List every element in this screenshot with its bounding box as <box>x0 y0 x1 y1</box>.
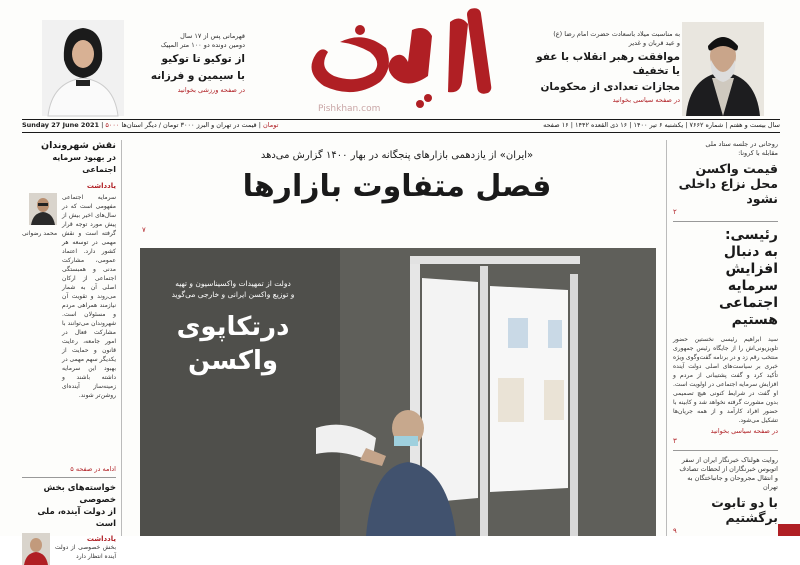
story-headline: از دولت آینده، ملی است <box>37 507 116 529</box>
author-photo <box>22 533 50 565</box>
divider <box>673 450 778 451</box>
iran-newspaper-logo <box>300 0 520 116</box>
story-ref: در صفحه سیاسی بخوانید <box>710 427 778 435</box>
center-column <box>132 140 662 536</box>
page-number: ۹ <box>673 527 677 535</box>
price-value: ۵۰۰۰ تومان <box>105 121 279 129</box>
photo-headline: واکسن <box>187 346 279 376</box>
story-kicker: اتوبوس خبرنگاران از لحظات تصادف <box>679 465 778 473</box>
story-headline: نقش شهروندان <box>41 140 116 151</box>
divider <box>673 221 778 222</box>
photo-kicker: و توزیع واکسن ایرانی و خارجی می‌گوید <box>171 290 295 299</box>
masthead-right-teaser[interactable] <box>530 30 680 104</box>
divider <box>22 477 116 478</box>
teaser-headline: موافقت رهبر انقلاب با عفو یا تخفیف <box>536 51 680 77</box>
issue-info: سال بیست و هفتم | شماره ۷۶۶۲ | یکشنبه ۶ تیر ۱۴۰۰ | ۱۶ ذی القعده ۱۴۴۲ | ۱۶ صفحه <box>543 121 780 129</box>
story-headline: سرمایه اجتماعی <box>719 278 778 311</box>
masthead-left-teaser[interactable] <box>127 32 245 94</box>
teaser-kicker: به مناسبت میلاد باسعادت حضرت امام رضا (ع) <box>553 30 680 38</box>
price-label: قیمت در تهران و البرز ۳۰۰۰ تومان / دیگر استان‌ها <box>121 121 257 129</box>
story-headline: برگشتیم <box>725 510 778 525</box>
page-number: ۲ <box>673 208 677 216</box>
story-body: سید ابراهیم رئیسی نخستین حضور تلویزیونی‌اش را از جایگاه رئیس جمهوری منتخب رقم زد و در برنامه گفت‌وگوی ویژه خبری بر سیاست‌های اصلی دولت آینده تأکید کرد و گفت پشتیبانی از مردم و افزایش سرمایه اجتماعی در اولویت است. او گفت در شرایط کنونی هیچ تصمیمی بدون مشورت گرفته نخواهد شد و کابینه با حضور افراد کارآمد و از همه جریان‌ها تشکیل می‌شود. <box>672 336 778 424</box>
corner-marker <box>778 524 800 536</box>
author-row <box>22 533 116 565</box>
author-row <box>22 193 116 463</box>
teaser-headline: مجازات تعدادی از محکومان <box>540 81 680 93</box>
story-kicker: و انتقال مجروحان و جانباختگان به تهران <box>687 474 778 491</box>
teaser-ref: در صفحه سیاسی بخوانید <box>612 96 680 104</box>
athlete-portrait-photo <box>42 20 124 116</box>
teaser-headline: از توکیو تا توکیو <box>161 53 245 65</box>
lead-headline[interactable]: فصل متفاوت بازارها <box>242 169 552 204</box>
cleric-portrait-photo <box>682 22 764 116</box>
teaser-headline: با سیمین و فرزانه <box>150 70 245 82</box>
story-headline: رئیسی: <box>724 227 778 243</box>
story-vaccine-price[interactable] <box>667 140 778 216</box>
story-kicker: روایت هولناک خبرنگار ایران از سفر <box>681 456 778 464</box>
teaser-kicker: دومین دونده دو ۱۰۰ متر المپیک <box>160 41 245 49</box>
photo-headline: درتکاپوی <box>176 312 290 342</box>
story-social-capital[interactable] <box>22 140 121 473</box>
photo-kicker: دولت از تمهیدات واکسیناسیون و تهیه <box>175 279 291 288</box>
story-kicker: روحانی در جلسه ستاد ملی <box>705 140 778 148</box>
story-body: بخش خصوصی از دولت آینده انتظار دارد <box>55 544 116 560</box>
teaser-kicker: و عید قربان و غدیر <box>628 39 680 47</box>
story-headline: در بهبود سرمایه اجتماعی <box>52 153 116 174</box>
right-column <box>666 140 778 536</box>
lead-kicker: «ایران» از یازدهمی بازارهای پنجگانه در بهار ۱۴۰۰ گزارش می‌دهد <box>260 150 534 161</box>
story-headline: قیمت واکسن <box>695 161 778 176</box>
masthead <box>0 0 800 129</box>
note-label: یادداشت <box>86 182 116 190</box>
dateline-bar <box>22 119 780 133</box>
teaser-kicker: قهرمانی پس از ۱۷ سال <box>180 32 245 40</box>
story-bus-crash[interactable] <box>667 456 778 535</box>
page-number: ۳ <box>673 437 677 445</box>
left-column <box>22 140 122 560</box>
author-photo <box>29 193 57 225</box>
story-private-sector[interactable] <box>22 482 121 565</box>
logo-watermark: Pishkhan.com <box>318 104 381 114</box>
english-date: Sunday 27 June 2021 <box>22 121 100 129</box>
story-headline: به دنبال افزایش <box>723 244 778 277</box>
author-name: محمد رضوانی <box>22 230 58 237</box>
page-number: ۷ <box>142 226 146 234</box>
teaser-ref: در صفحه ورزشی بخوانید <box>177 86 245 94</box>
story-ref: ادامه در صفحه ۵ <box>70 465 116 473</box>
photo-overlay <box>148 278 318 378</box>
price-and-date: Sunday 27 June 2021 | ۵۰۰۰ تومان | قیمت در تهران و البرز ۳۰۰۰ تومان / دیگر استان‌ها <box>22 121 279 129</box>
note-label: یادداشت <box>86 535 116 543</box>
story-headline: خواسته‌های بخش خصوصی <box>43 483 116 505</box>
vaccination-photo[interactable] <box>140 248 656 536</box>
story-raisi[interactable] <box>667 227 778 445</box>
story-headline: هستیم <box>731 312 778 328</box>
story-body: سرمایه اجتماعی مفهومی است که در سال‌های اخیر بیش از پیش مورد توجه قرار گرفته است و نقش مهمی در توسعه هر کشور دارد. اعتماد عمومی، مشارکت مدنی و همبستگی اجتماعی از ارکان اصلی آن به شمار می‌روند و تقویت آن نیازمند همراهی مردم و مسئولان است. شهروندان می‌توانند با مشارکت فعال در امور جامعه، رعایت قانون و حمایت از یکدیگر سهم مهمی در بهبود این سرمایه داشته باشند و زمینه‌ساز آینده‌ای روشن‌تر شوند. <box>62 194 116 399</box>
story-headline: محل نزاع داخلی <box>678 176 778 191</box>
story-headline: با دو تابوت <box>711 495 778 510</box>
story-kicker: مقابله با کرونا: <box>738 149 778 157</box>
story-headline: نشود <box>746 191 778 206</box>
